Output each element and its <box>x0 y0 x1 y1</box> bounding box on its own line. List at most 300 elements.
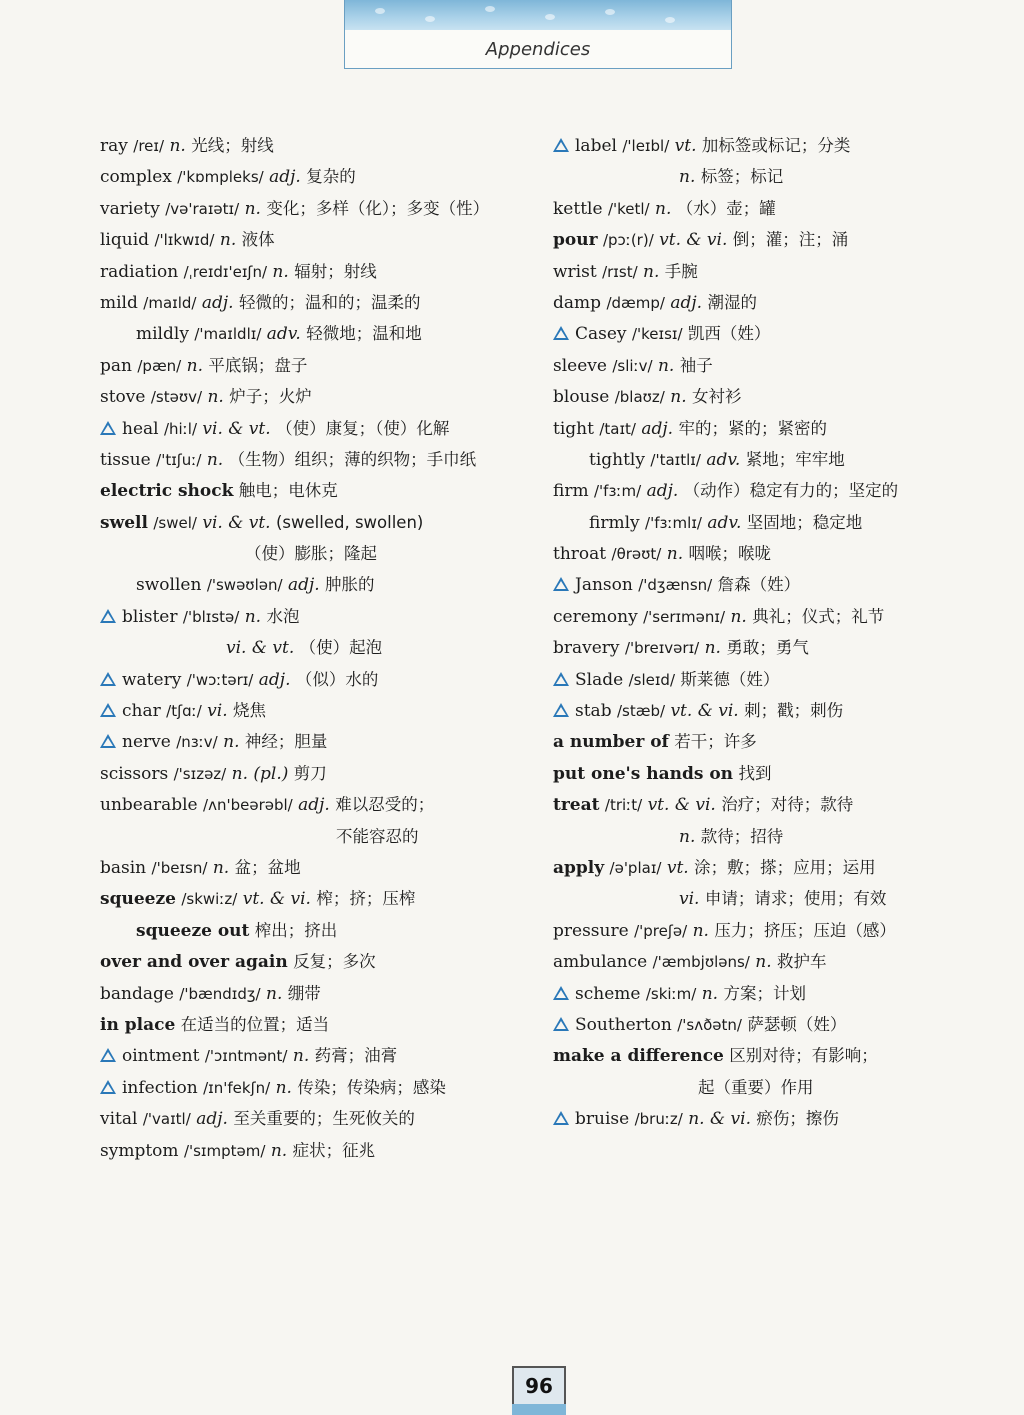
vocab-word: vital <box>100 1109 138 1130</box>
definition: 瘀伤；擦伤 <box>756 1109 839 1129</box>
page-tab-decoration <box>512 1404 566 1415</box>
part-of-speech: vi. & vt. <box>226 638 295 659</box>
part-of-speech: n. <box>169 136 186 156</box>
vocab-entry <box>100 475 540 506</box>
part-of-speech: vt. <box>674 136 697 156</box>
definition: (swelled, swollen) <box>275 512 424 532</box>
phonetic: /'maɪldlɪ/ <box>194 325 262 344</box>
phonetic: /'preʃə/ <box>634 921 688 940</box>
definition: 女衬衫 <box>692 387 742 407</box>
section-title: Appendices <box>485 38 591 60</box>
section-header <box>344 30 732 69</box>
vocab-entry <box>100 1040 540 1071</box>
vocab-entry <box>553 1103 973 1134</box>
vocab-entry <box>553 632 973 663</box>
phonetic: /'dʒænsn/ <box>638 576 713 595</box>
part-of-speech: n. <box>657 355 675 376</box>
vocab-entry <box>553 256 973 287</box>
vocab-entry <box>100 256 540 287</box>
vocab-word: kettle <box>553 198 603 219</box>
vocab-word: a number of <box>553 732 669 753</box>
phonetic: /dæmp/ <box>606 293 665 312</box>
vocab-word: electric shock <box>100 481 234 502</box>
vocab-column-left <box>100 130 540 1166</box>
vocab-entry <box>100 695 540 726</box>
triangle-marker-icon <box>553 1111 569 1125</box>
phonetic: /'ɔɪntmənt/ <box>204 1047 288 1066</box>
vocab-word: stab <box>575 701 612 722</box>
vocab-entry <box>553 475 973 506</box>
vocab-word: pressure <box>553 920 629 941</box>
definition: 斯莱德（姓） <box>680 669 780 689</box>
part-of-speech: n. <box>704 638 721 659</box>
vocab-entry <box>553 161 973 192</box>
vocab-entry <box>553 915 973 946</box>
definition: 在适当的位置；适当 <box>180 1014 330 1034</box>
triangle-marker-icon <box>100 703 116 717</box>
triangle-marker-icon <box>100 672 116 686</box>
vocab-entry <box>100 318 540 349</box>
vocab-word: Slade <box>575 669 624 690</box>
definition: 区别对待；有影响； <box>729 1046 878 1066</box>
part-of-speech: vt. & vi. <box>242 889 311 910</box>
definition: 詹森（姓） <box>717 575 801 595</box>
vocab-word: stove <box>100 387 146 408</box>
phonetic: /'breɪvərɪ/ <box>624 639 700 658</box>
vocab-entry <box>100 1009 540 1040</box>
vocab-entry <box>100 413 540 444</box>
part-of-speech: adj. <box>287 575 320 596</box>
vocab-word: label <box>575 136 617 156</box>
triangle-marker-icon <box>553 326 569 340</box>
definition: 找到 <box>738 763 772 783</box>
part-of-speech: n. <box>692 920 709 941</box>
vocab-word: wrist <box>553 261 597 282</box>
phonetic: /sleɪd/ <box>628 670 675 689</box>
definition: 炉子；火炉 <box>229 387 312 407</box>
definition: 方案；计划 <box>723 983 806 1003</box>
part-of-speech: n. <box>670 387 687 408</box>
part-of-speech: n. <box>272 261 289 282</box>
vocab-entry <box>100 915 540 946</box>
vocab-entry <box>100 287 540 318</box>
definition: （使）康复；（使）化解 <box>276 418 450 438</box>
vocab-entry <box>553 1040 973 1071</box>
definition: 传染；传染病；感染 <box>297 1077 446 1097</box>
phonetic: /'taɪtlɪ/ <box>650 450 701 469</box>
vocab-entry <box>100 852 540 883</box>
vocab-word: bruise <box>575 1109 630 1130</box>
phonetic: /pɔː(r)/ <box>602 231 654 250</box>
phonetic: /stæb/ <box>616 702 666 721</box>
part-of-speech: vi. <box>207 701 228 722</box>
part-of-speech: vi. & vt. <box>202 512 271 533</box>
part-of-speech: vi. <box>679 889 700 910</box>
vocab-entry <box>553 130 973 161</box>
definition: 神经；胆量 <box>244 732 328 752</box>
vocab-entry <box>553 1072 973 1103</box>
vocab-word: bandage <box>100 983 174 1004</box>
definition: 治疗；对待；款待 <box>721 795 854 815</box>
vocab-entry <box>100 507 540 538</box>
triangle-marker-icon <box>553 1017 569 1031</box>
vocab-entry <box>553 978 973 1009</box>
phonetic: /'blɪstə/ <box>182 607 240 626</box>
vocab-word: throat <box>553 544 607 565</box>
vocab-word: bravery <box>553 638 620 659</box>
definition: 勇敢；勇气 <box>726 638 809 658</box>
definition: 压力；挤压；压迫（感） <box>714 920 896 940</box>
triangle-marker-icon <box>100 421 116 435</box>
definition: 绷带 <box>287 983 321 1003</box>
vocab-word: mildly <box>136 324 189 345</box>
vocab-word: complex <box>100 167 172 188</box>
part-of-speech: vt. & vi. <box>647 795 716 816</box>
vocab-entry <box>553 224 973 255</box>
part-of-speech: n. <box>755 952 772 973</box>
vocab-entry <box>553 789 973 820</box>
vocab-entry <box>100 350 540 381</box>
vocab-word: Casey <box>575 324 627 345</box>
vocab-word: symptom <box>100 1140 179 1161</box>
vocab-word: scheme <box>575 983 641 1004</box>
triangle-marker-icon <box>100 1048 116 1062</box>
vocab-word: swollen <box>136 575 202 596</box>
triangle-marker-icon <box>553 703 569 717</box>
part-of-speech: adj. <box>641 418 674 439</box>
vocab-entry <box>100 161 540 192</box>
part-of-speech: n. <box>655 198 672 219</box>
phonetic: /rɪst/ <box>602 262 638 281</box>
vocab-entry <box>553 507 973 538</box>
definition: 标签；标记 <box>700 167 784 187</box>
vocab-entry <box>553 601 973 632</box>
phonetic: /'bændɪdʒ/ <box>179 984 261 1003</box>
part-of-speech: n. <box>223 732 240 753</box>
vocab-entry <box>553 695 973 726</box>
vocab-word: ointment <box>122 1046 200 1067</box>
part-of-speech: adv. <box>706 449 741 470</box>
part-of-speech: n. & vi. <box>688 1109 751 1130</box>
phonetic: /stəʊv/ <box>150 388 203 407</box>
vocab-word: damp <box>553 292 602 313</box>
vocab-word: unbearable <box>100 795 198 816</box>
part-of-speech: n. <box>275 1077 292 1098</box>
part-of-speech: n. <box>701 983 719 1004</box>
definition: （水）壶；罐 <box>676 198 776 218</box>
definition: 平底锅；盘子 <box>208 355 308 375</box>
vocab-word: over and over again <box>100 952 288 973</box>
phonetic: /hiːl/ <box>164 419 198 438</box>
definition: 轻微的；温和的；温柔的 <box>239 292 421 312</box>
vocab-entry <box>553 444 973 475</box>
definition: 若干；许多 <box>674 732 757 752</box>
vocab-word: heal <box>122 418 159 439</box>
vocab-word: firm <box>553 481 589 502</box>
definition: 紧地；牢牢地 <box>745 449 845 469</box>
phonetic: /'fɜːmlɪ/ <box>645 513 702 532</box>
definition: 至关重要的；生死攸关的 <box>233 1109 415 1129</box>
vocab-entry <box>553 883 973 914</box>
triangle-marker-icon <box>553 672 569 686</box>
phonetic: /'swəʊlən/ <box>206 576 283 595</box>
vocab-entry <box>100 538 540 569</box>
phonetic: /'sɪmptəm/ <box>183 1141 266 1160</box>
phonetic: /taɪt/ <box>599 419 636 438</box>
definition: 榨；挤；压榨 <box>316 889 416 909</box>
definition: 牢的；紧的；紧密的 <box>678 418 827 438</box>
vocab-word: mild <box>100 292 138 313</box>
definition: 难以忍受的； <box>335 795 435 815</box>
definition: 榨出；挤出 <box>254 920 338 940</box>
definition: 变化；多样（化）；多变（性） <box>266 198 490 218</box>
vocab-entry <box>100 224 540 255</box>
triangle-marker-icon <box>553 577 569 591</box>
vocab-word: tight <box>553 418 594 439</box>
vocab-entry <box>100 758 540 789</box>
phonetic: /'leɪbl/ <box>622 137 670 155</box>
part-of-speech: n. (pl.) <box>231 763 289 784</box>
vocab-entry <box>100 381 540 412</box>
definition: （使）膨胀；隆起 <box>245 544 377 564</box>
part-of-speech: adj. <box>269 167 301 188</box>
definition: 加标签或标记；分类 <box>701 136 851 155</box>
vocab-entry <box>553 946 973 977</box>
phonetic: /sliːv/ <box>612 356 653 375</box>
part-of-speech: adv. <box>707 512 742 533</box>
definition: 典礼；仪式；礼节 <box>752 606 885 626</box>
definition: 轻微地；温和地 <box>306 324 422 344</box>
vocab-word: squeeze out <box>136 920 250 941</box>
definition: 救护车 <box>777 952 827 972</box>
definition: 不能容忍的 <box>336 826 419 846</box>
definition: （使）起泡 <box>299 638 383 658</box>
vocab-entry <box>553 664 973 695</box>
vocab-entry <box>553 758 973 789</box>
definition: 药膏；油膏 <box>314 1046 398 1066</box>
vocab-entry <box>553 852 973 883</box>
part-of-speech: n. <box>666 544 684 565</box>
vocab-word: apply <box>553 857 605 878</box>
part-of-speech: n. <box>270 1140 288 1161</box>
vocab-word: Janson <box>575 575 633 596</box>
definition: 申请；请求；使用；有效 <box>704 889 887 909</box>
vocab-entry <box>100 789 540 820</box>
part-of-speech: adj. <box>298 795 330 816</box>
vocab-word: pour <box>553 230 598 251</box>
vocab-word: sleeve <box>553 355 607 376</box>
phonetic: /'serɪmənɪ/ <box>643 607 726 626</box>
definition: 水泡 <box>266 606 300 626</box>
vocab-word: in place <box>100 1014 176 1035</box>
vocab-word: nerve <box>122 732 171 753</box>
definition: 倒；灌；注；涌 <box>732 230 849 250</box>
part-of-speech: n. <box>266 983 283 1004</box>
phonetic: /skwiːz/ <box>181 890 238 909</box>
definition: 款待；招待 <box>700 826 784 846</box>
vocab-word: tissue <box>100 449 151 470</box>
vocab-word: put one's hands on <box>553 763 734 784</box>
phonetic: /'kɒmpleks/ <box>177 168 264 187</box>
phonetic: /nɜːv/ <box>176 733 218 752</box>
vocab-entry <box>100 883 540 914</box>
header-decoration-band <box>344 0 732 30</box>
part-of-speech: n. <box>244 198 261 219</box>
definition: 液体 <box>241 230 275 250</box>
phonetic: /'beɪsn/ <box>151 858 208 877</box>
vocab-word: squeeze <box>100 889 176 910</box>
vocab-word: infection <box>122 1077 198 1098</box>
definition: 辐射；射线 <box>294 261 377 281</box>
vocab-entry <box>553 381 973 412</box>
phonetic: /ʌn'beərəbl/ <box>203 796 293 815</box>
definition: 光线；射线 <box>191 136 274 155</box>
definition: 起（重要）作用 <box>698 1077 814 1097</box>
phonetic: /swel/ <box>153 513 197 532</box>
vocab-word: variety <box>100 198 160 219</box>
part-of-speech: n. <box>219 230 237 251</box>
phonetic: /pæn/ <box>137 356 182 375</box>
vocab-word: Southerton <box>575 1014 672 1035</box>
part-of-speech: vt. <box>666 857 689 878</box>
vocab-word: watery <box>122 669 182 690</box>
phonetic: /'æmbjʊləns/ <box>652 953 750 972</box>
vocab-word: radiation <box>100 261 179 282</box>
vocab-entry <box>100 664 540 695</box>
definition: 反复；多次 <box>293 952 376 972</box>
definition: 涂；敷；搽；应用；运用 <box>694 857 876 877</box>
phonetic: /və'raɪətɪ/ <box>165 199 240 218</box>
vocab-word: make a difference <box>553 1046 724 1067</box>
vocab-entry <box>553 318 973 349</box>
vocab-entry <box>100 978 540 1009</box>
vocab-word: treat <box>553 795 600 816</box>
vocab-word: tightly <box>589 449 645 470</box>
vocab-entry <box>553 413 973 444</box>
part-of-speech: n. <box>212 857 230 878</box>
vocab-word: firmly <box>589 512 640 533</box>
definition: 咽喉；喉咙 <box>688 544 772 564</box>
phonetic: /skiːm/ <box>645 984 697 1003</box>
phonetic: /bruːz/ <box>634 1110 683 1129</box>
phonetic: /θrəʊt/ <box>611 545 662 564</box>
triangle-marker-icon <box>100 734 116 748</box>
vocab-entry <box>100 569 540 600</box>
part-of-speech: n. <box>730 606 747 627</box>
vocab-entry <box>553 350 973 381</box>
vocab-column-right <box>553 130 973 1135</box>
vocab-entry <box>100 444 540 475</box>
vocab-word: swell <box>100 512 148 533</box>
phonetic: /'vaɪtl/ <box>142 1110 191 1129</box>
definition: 盆；盆地 <box>234 857 301 877</box>
triangle-marker-icon <box>100 609 116 623</box>
part-of-speech: n. <box>244 606 262 627</box>
phonetic: /blaʊz/ <box>614 388 665 407</box>
part-of-speech: n. <box>679 826 696 847</box>
vocab-entry <box>100 821 540 852</box>
phonetic: /'lɪkwɪd/ <box>154 231 215 250</box>
part-of-speech: adj. <box>646 481 679 502</box>
vocab-entry <box>100 946 540 977</box>
definition: 烧焦 <box>233 701 267 721</box>
part-of-speech: n. <box>186 355 204 376</box>
triangle-marker-icon <box>553 138 569 152</box>
phonetic: /ə'plaɪ/ <box>609 858 662 877</box>
part-of-speech: vi. & vt. <box>202 418 271 439</box>
vocab-word: basin <box>100 857 147 878</box>
definition: （似）水的 <box>295 669 379 689</box>
page-number: 96 <box>512 1366 566 1406</box>
vocab-word: ceremony <box>553 606 638 627</box>
vocab-word: ambulance <box>553 952 648 973</box>
vocab-entry <box>553 821 973 852</box>
phonetic: /tʃɑː/ <box>166 702 202 721</box>
definition: （生物）组织；薄的织物；手巾纸 <box>228 449 477 469</box>
phonetic: /'sʌðətn/ <box>677 1015 742 1034</box>
vocab-entry <box>553 538 973 569</box>
phonetic: /'ketl/ <box>607 199 650 218</box>
phonetic: /'sɪzəz/ <box>173 764 227 783</box>
phonetic: /'fɜːm/ <box>594 482 642 501</box>
vocab-word: pan <box>100 355 132 376</box>
vocab-entry <box>100 193 540 224</box>
definition: 剪刀 <box>293 763 327 783</box>
part-of-speech: vt. & vi. <box>670 701 739 722</box>
part-of-speech: n. <box>207 387 224 408</box>
vocab-entry <box>553 569 973 600</box>
vocab-word: char <box>122 701 161 722</box>
definition: 袖子 <box>679 355 713 375</box>
definition: 复杂的 <box>306 167 356 187</box>
vocab-entry <box>100 726 540 757</box>
phonetic: /'wɔːtərɪ/ <box>186 670 254 689</box>
vocab-word: liquid <box>100 230 150 251</box>
vocab-entry <box>100 1135 540 1166</box>
definition: 凯西（姓） <box>687 324 771 344</box>
part-of-speech: adv. <box>266 324 301 345</box>
triangle-marker-icon <box>553 986 569 1000</box>
definition: 手腕 <box>664 261 698 281</box>
vocab-word: blouse <box>553 387 610 408</box>
part-of-speech: vt. & vi. <box>659 230 728 251</box>
part-of-speech: n. <box>643 261 660 282</box>
part-of-speech: adj. <box>670 292 703 313</box>
definition: 肿胀的 <box>325 575 375 595</box>
definition: 症状；征兆 <box>292 1140 376 1160</box>
definition: 刺；戳；刺伤 <box>744 701 844 721</box>
vocab-entry <box>553 287 973 318</box>
part-of-speech: adj. <box>258 669 291 690</box>
vocab-entry <box>100 632 540 663</box>
phonetic: /reɪ/ <box>133 137 165 155</box>
part-of-speech: n. <box>206 449 224 470</box>
definition: 坚固地；稳定地 <box>746 512 863 532</box>
vocab-word: scissors <box>100 763 169 784</box>
vocab-word: ray <box>100 136 128 156</box>
vocab-entry <box>100 1103 540 1134</box>
phonetic: /ɪn'fekʃn/ <box>203 1078 271 1097</box>
part-of-speech: adj. <box>196 1109 228 1130</box>
phonetic: /maɪld/ <box>143 293 197 312</box>
part-of-speech: adj. <box>201 292 234 313</box>
phonetic: /'tɪʃuː/ <box>156 450 202 469</box>
vocab-entry <box>100 601 540 632</box>
triangle-marker-icon <box>100 1080 116 1094</box>
phonetic: /'keɪsɪ/ <box>631 325 683 344</box>
vocab-entry <box>100 1072 540 1103</box>
vocab-entry <box>553 1009 973 1040</box>
